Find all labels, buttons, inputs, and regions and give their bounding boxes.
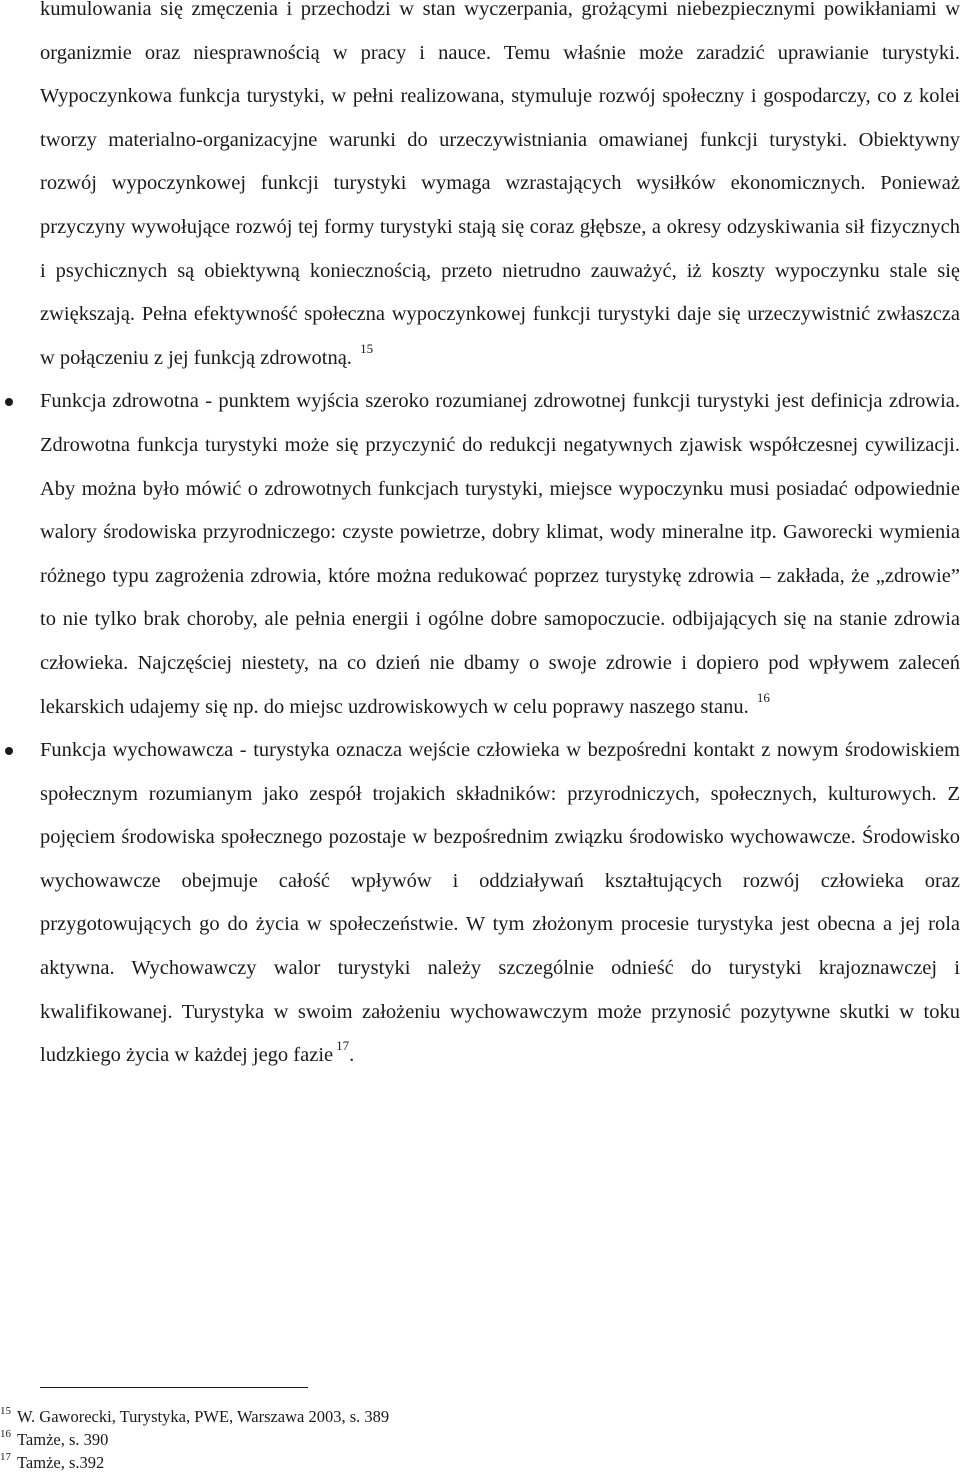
paragraph-educational-function [40,729,960,1078]
footnote-text: Tamże, s.392 [17,1453,105,1472]
footnote-text: W. Gaworecki, Turystyka, PWE, Warszawa 2003, s. 389 [17,1407,390,1426]
footnote-number: 17 [0,1450,11,1463]
bullet-item-health-function [40,380,960,729]
paragraph-health-function [40,380,960,729]
footnote-ref-15[interactable]: 15 [360,340,374,356]
bullet-icon [5,747,13,755]
bullet-icon [5,398,13,406]
footnote-text: Tamże, s. 390 [17,1430,109,1449]
footnote-15 [0,1405,920,1428]
footnote-17 [0,1451,920,1474]
footnote-separator [40,1387,308,1388]
footnotes-section [0,1387,960,1474]
paragraph-tail: . [349,1044,355,1067]
bullet-item-educational-function [40,729,960,1078]
footnote-list [0,1404,960,1474]
footnote-number: 15 [0,1404,11,1417]
footnote-ref-17[interactable]: 17 [336,1038,350,1054]
footnote-number: 16 [0,1427,11,1440]
footnote-ref-16[interactable]: 16 [756,689,770,705]
paragraph-text: kumulowania się zmęczenia i przechodzi w stan wyczerpania, grożącymi niebezpiecznymi powikłaniami w organizmie oraz niesprawnością w pracy i nauce. Temu właśnie może zaradzić uprawianie turystyki. Wypoczynkowa funkcja turystyki, w pełni realizowana, stymuluje rozwój społeczny i gospodarczy, co z kolei tworzy materialno-organizacyjne warunki do urzeczywistniania omawianej funkcji turystyki. Obiektywny rozwój wypoczynkowej funkcji turystyki wymaga wzrastających wysiłków ekonomicznych. Ponieważ przyczyny wywołujące rozwój tej formy turystyki stają się coraz głębsze, a okresy odzyskiwania sił fizycznych i psychicznych są obiektywną koniecznością, przeto nietrudno zauważyć, iż koszty wypoczynku stale się zwiększają. Pełna efektywność społeczna wypoczynkowej funkcji turystyki daje się urzeczywistnić zwłaszcza w połączeniu z jej funkcją zdrowotną. [40,0,960,369]
paragraph-text: Funkcja wychowawcza - turystyka oznacza wejście człowieka w bezpośredni kontakt z nowym środowiskiem społecznym rozumianym jako zespół trojakich składników: przyrodniczych, społecznych, kulturowych. Z pojęciem środowiska społecznego pozostaje w bezpośrednim związku środowisko wychowawcze. Środowisko wychowawcze obejmuje całość wpływów i oddziaływań kształtujących rozwój człowieka oraz przygotowujących go do życia w społeczeństwie. W tym złożonym procesie turystyka jest obecna a jej rola aktywna. Wychowawczy walor turystyki należy szczególnie odnieść do turystyki krajoznawczej i kwalifikowanej. Turystyka w swoim założeniu wychowawczym może przynosić pozytywne skutki w toku ludzkiego życia w każdej jego fazie [40,739,960,1067]
paragraph-text: Funkcja zdrowotna - punktem wyjścia szeroko rozumianej zdrowotnej funkcji turystyki jest definicja zdrowia. Zdrowotna funkcja turystyki może się przyczynić do redukcji negatywnych zjawisk współczesnej cywilizacji. Aby można było mówić o zdrowotnych funkcjach turystyki, miejsce wypoczynku musi posiadać odpowiednie walory środowiska przyrodniczego: czyste powietrze, dobry klimat, wody mineralne itp. Gaworecki wymienia różnego typu zagrożenia zdrowia, które można redukować poprzez turystykę zdrowia – zakłada, że „zdrowie” to nie tylko brak choroby, ale pełnia energii i ogólne dobre samopoczucie. odbijających się na stanie zdrowia człowieka. Najczęściej niestety, na co dzień nie dbamy o swoje zdrowie i dopiero pod wpływem zaleceń lekarskich udajemy się np. do miejsc uzdrowiskowych w celu poprawy naszego stanu. [40,390,960,718]
footnote-16 [0,1428,920,1451]
paragraph-leisure-function [40,0,960,380]
